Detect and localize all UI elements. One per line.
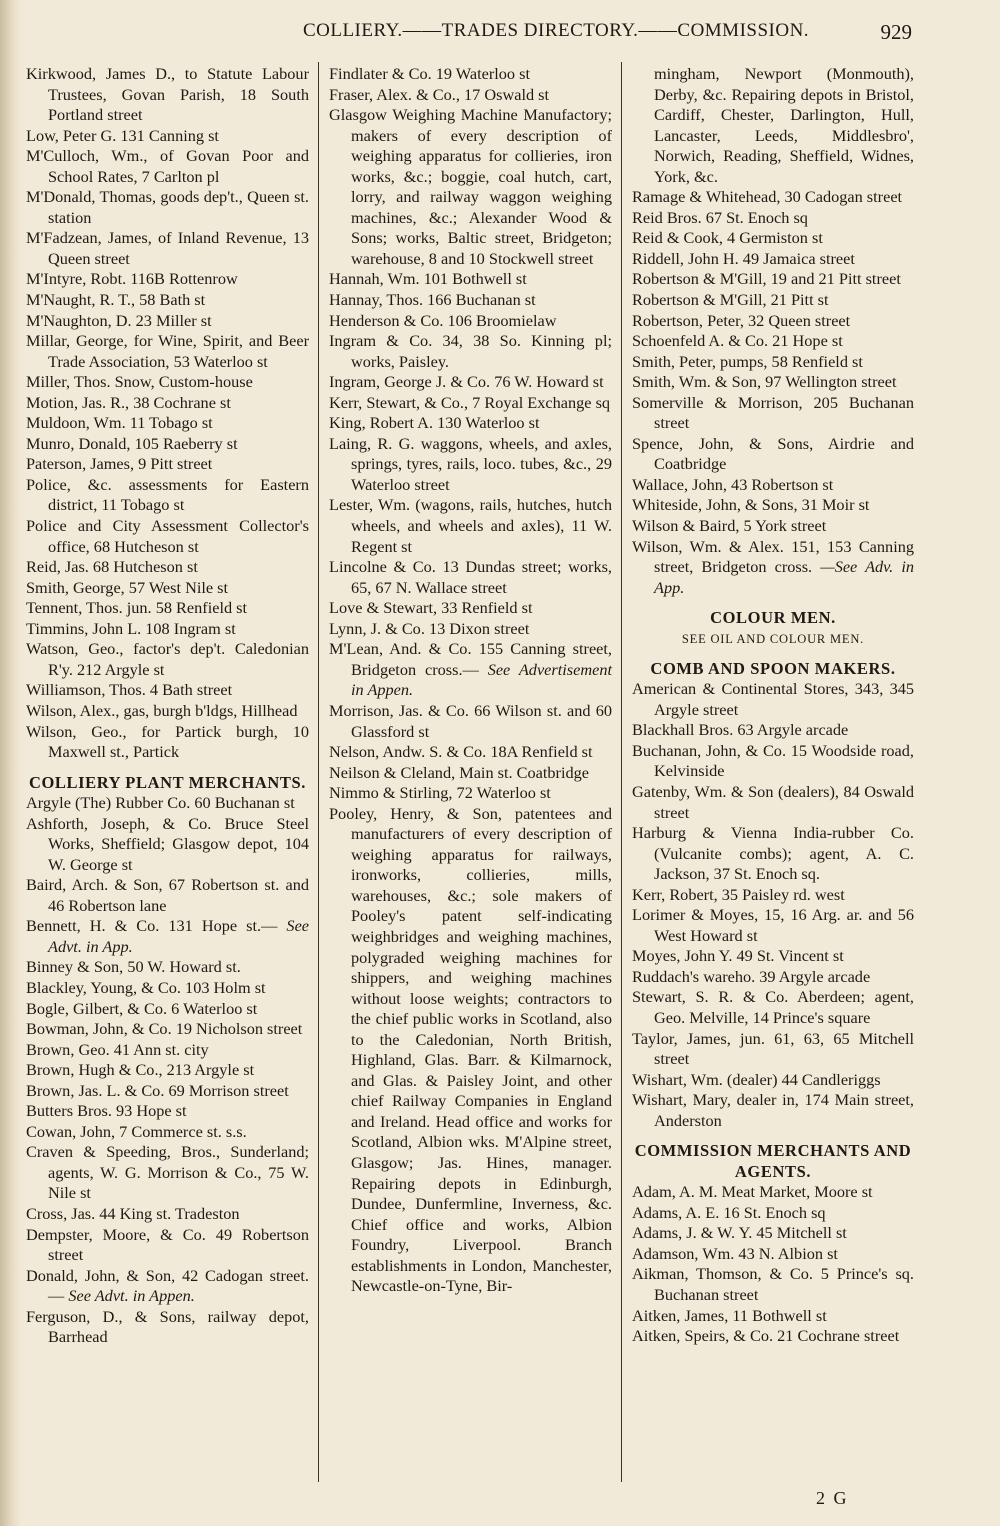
entry-text: Millar, George, for Wine, Spirit, and Beer Trade Association, 53 Waterloo st [26, 331, 309, 371]
directory-entry [329, 105, 612, 269]
entry-text: Harburg & Vienna India-rubber Co. (Vulcanite combs); agent, A. C. Jackson, 37 St. Enoch sq. [632, 823, 914, 884]
directory-entry [632, 720, 914, 741]
directory-entry [26, 701, 309, 722]
entry-text: Wallace, John, 43 Robertson st [632, 474, 834, 494]
directory-entry [632, 434, 914, 475]
entry-text: Reid Bros. 67 St. Enoch sq [632, 207, 808, 227]
directory-entry [26, 126, 309, 147]
entry-text: Police and City Assessment Collector's office, 68 Hutcheson st [26, 516, 309, 556]
advertisement-reference: See Advertisement in Appen. [351, 659, 612, 700]
entry-text: M'Naught, R. T., 58 Bath st [26, 290, 206, 310]
directory-entry [632, 311, 914, 332]
directory-entry [632, 823, 914, 885]
entry-text: Love & Stewart, 33 Renfield st [329, 598, 533, 618]
entry-text: Lorimer & Moyes, 15, 16 Arg. ar. and 56 West Howard st [632, 905, 914, 945]
entry-text: Munro, Donald, 105 Raeberry st [26, 433, 238, 453]
entry-text: Ingram & Co. 34, 38 So. Kinning pl; works, Paisley. [329, 331, 612, 371]
directory-entry [329, 495, 612, 557]
directory-entry [632, 946, 914, 967]
directory-entry [329, 269, 612, 290]
entry-text: Cowan, John, 7 Commerce st. s.s. [26, 1121, 247, 1141]
entry-text: Kerr, Robert, 35 Paisley rd. west [632, 884, 845, 904]
entry-text: Adamson, Wm. 43 N. Albion st [632, 1243, 838, 1263]
directory-entry [26, 1060, 309, 1081]
entry-text: Muldoon, Wm. 11 Tobago st [26, 413, 213, 433]
column-3 [632, 64, 914, 1347]
entry-text: Cross, Jas. 44 King st. Tradeston [26, 1204, 240, 1224]
directory-entry [26, 598, 309, 619]
entry-text: Brown, Geo. 41 Ann st. city [26, 1039, 209, 1059]
directory-entry [26, 999, 309, 1020]
entry-text: Stewart, S. R. & Co. Aberdeen; agent, Geo. Melville, 14 Prince's square [632, 987, 914, 1027]
directory-entry [329, 372, 612, 393]
directory-entry [632, 495, 914, 516]
entry-text: Police, &c. assessments for Eastern district, 11 Tobago st [26, 474, 309, 515]
directory-entry [632, 987, 914, 1028]
section-heading [632, 659, 914, 680]
entry-text: Adams, J. & W. Y. 45 Mitchell st [632, 1223, 847, 1243]
cross-reference-note [632, 629, 914, 649]
directory-entry [632, 352, 914, 373]
entry-text: King, Robert A. 130 Waterloo st [329, 413, 540, 433]
entry-text: Kerr, Stewart, & Co., 7 Royal Exchange sq [329, 392, 611, 412]
entry-text: Adams, A. E. 16 St. Enoch sq [632, 1202, 826, 1222]
directory-entry [26, 454, 309, 475]
directory-entry [26, 228, 309, 269]
column-rule-2 [621, 62, 622, 1482]
directory-entry [26, 680, 309, 701]
entry-text: Laing, R. G. waggons, wheels, and axles, springs, tyres, rails, loco. tubes, &c., 29 Waterloo street [329, 433, 612, 494]
directory-entry [26, 916, 309, 957]
entry-text: Dempster, Moore, & Co. 49 Robertson street [26, 1224, 309, 1265]
directory-entry [632, 393, 914, 434]
directory-entry [26, 578, 309, 599]
directory-entry [26, 413, 309, 434]
entry-text: Blackley, Young, & Co. 103 Holm st [26, 978, 266, 998]
directory-entry [632, 905, 914, 946]
directory-entry [26, 1122, 309, 1143]
section-heading [632, 1141, 914, 1182]
section-heading [26, 773, 309, 794]
entry-text: Brown, Hugh & Co., 213 Argyle st [26, 1060, 255, 1080]
directory-entry [26, 372, 309, 393]
entry-text: Glasgow Weighing Machine Manufactory; makers of every description of weighing apparatus for collieries, iron works, &c.; boggie, coal hutch, cart, lorry, and railway waggon weighing machines, &c.; Alexander Wood & Sons; works, Baltic street, Bridgeton; warehouse, 8 and 10 Stockwell street [329, 105, 612, 268]
entry-text: Schoenfeld A. & Co. 21 Hope st [632, 331, 843, 351]
entry-text: Binney & Son, 50 W. Howard st. [26, 957, 241, 977]
entry-text: Hannay, Thos. 166 Buchanan st [329, 290, 536, 310]
entry-text: Watson, Geo., factor's dep't. Caledonian R'y. 212 Argyle st [26, 639, 309, 679]
directory-entry [632, 885, 914, 906]
directory-entry [329, 64, 612, 85]
directory-entry [632, 741, 914, 782]
advertisement-reference: See Advt. in Appen. [68, 1286, 195, 1306]
directory-entry [329, 311, 612, 332]
entry-text: Pooley, Henry, & Son, patentees and manufacturers of every description of weighing apparatus for railways, ironworks, collieries, mills, warehouses, &c.; sole makers of Pooley's patent self-indicating weighbridges and weighing machines, polygraded weighing machines for shippers, and weighing machines without loose weights; contractors to the chief public works in Scotland, also to the Caledonian, North British, Highland, Glas. Barr. & Kilmarnock, and Glas. & Paisley Joint, and other chief Railway Companies in England and Ireland. Head office and works for Scotland, Albion wks. M'Alpine street, Glasgow; Jas. Hines, manager. Repairing depots in Edinburgh, Dundee, Dunfermline, Inverness, &c. Chief office and works, Albion Foundry, Liverpool. Branch establishments in London, Manchester, Newcastle-on-Tyne, Bir- [329, 803, 612, 1296]
directory-entry [632, 1029, 914, 1070]
entry-text: Riddell, John H. 49 Jamaica street [632, 248, 855, 268]
directory-entry [632, 208, 914, 229]
directory-entry [26, 311, 309, 332]
entry-text: Reid & Cook, 4 Germiston st [632, 228, 823, 248]
directory-entry [26, 1101, 309, 1122]
directory-entry [26, 1307, 309, 1348]
directory-entry [632, 372, 914, 393]
directory-entry [632, 249, 914, 270]
entry-text: M'Donald, Thomas, goods dep't., Queen st. station [26, 187, 309, 227]
entry-text: Craven & Speeding, Bros., Sunderland; agents, W. G. Morrison & Co., 75 W. Nile st [26, 1142, 309, 1203]
entry-text: Somerville & Morrison, 205 Buchanan street [632, 392, 914, 433]
entry-text: Baird, Arch. & Son, 67 Robertson st. and 46 Robertson lane [26, 875, 309, 915]
directory-entry [26, 1040, 309, 1061]
directory-entry [632, 782, 914, 823]
directory-entry [632, 1182, 914, 1203]
entry-text: Moyes, John Y. 49 St. Vincent st [632, 946, 844, 966]
entry-text: Morrison, Jas. & Co. 66 Wilson st. and 60 Glassford st [329, 700, 612, 741]
directory-entry [26, 814, 309, 876]
entry-text: Reid, Jas. 68 Hutcheson st [26, 557, 198, 577]
entry-text: Smith, George, 57 West Nile st [26, 577, 229, 597]
directory-entry [26, 475, 309, 516]
entry-text: Robertson & M'Gill, 19 and 21 Pitt street [632, 269, 901, 289]
directory-entry [26, 146, 309, 187]
entry-text: Aitken, James, 11 Bothwell st [632, 1305, 827, 1325]
entry-text: COLOUR MEN. [710, 608, 836, 628]
directory-entry [632, 1244, 914, 1265]
entry-text: Ramage & Whitehead, 30 Cadogan street [632, 187, 903, 207]
directory-entry [632, 269, 914, 290]
entry-text: Ashforth, Joseph, & Co. Bruce Steel Works, Sheffield; Glasgow depot, 104 W. George st [26, 813, 309, 874]
section-heading [632, 608, 914, 629]
entry-text: Wilson, Alex., gas, burgh b'ldgs, Hillhead [26, 700, 298, 720]
entry-text: Lincolne & Co. 13 Dundas street; works, 65, 67 N. Wallace street [329, 557, 612, 597]
entry-text: M'Intyre, Robt. 116B Rottenrow [26, 269, 238, 289]
entry-text: Williamson, Thos. 4 Bath street [26, 680, 233, 700]
entry-text: Fraser, Alex. & Co., 17 Oswald st [329, 84, 550, 104]
entry-text: Wilson & Baird, 5 York street [632, 516, 827, 536]
entry-text: Wilson, Geo., for Partick burgh, 10 Maxwell st., Partick [26, 721, 309, 762]
entry-text: Blackhall Bros. 63 Argyle arcade [632, 720, 849, 740]
column-1 [26, 64, 309, 1348]
entry-text: M'Fadzean, James, of Inland Revenue, 13 Queen street [26, 228, 309, 268]
directory-entry [632, 967, 914, 988]
entry-text: Kirkwood, James D., to Statute Labour Trustees, Govan Parish, 18 South Portland street [26, 64, 309, 125]
column-2 [329, 64, 612, 1297]
directory-entry [632, 290, 914, 311]
directory-entry [632, 1306, 914, 1327]
entry-text: M'Culloch, Wm., of Govan Poor and School Rates, 7 Carlton pl [26, 146, 309, 186]
entry-text: Ruddach's wareho. 39 Argyle arcade [632, 966, 871, 986]
entry-text: Findlater & Co. 19 Waterloo st [329, 64, 530, 83]
entry-text: Smith, Wm. & Son, 97 Wellington street [632, 372, 897, 392]
directory-entry [26, 290, 309, 311]
advertisement-reference: —See Adv. in App. [654, 557, 914, 597]
entry-text: Taylor, James, jun. 61, 63, 65 Mitchell street [632, 1028, 914, 1069]
entry-text: Whiteside, John, & Sons, 31 Moir st [632, 495, 870, 515]
directory-entry [26, 331, 309, 372]
entry-text: Motion, Jas. R., 38 Cochrane st [26, 392, 231, 412]
directory-entry [26, 957, 309, 978]
entry-text: M'Naughton, D. 23 Miller st [26, 310, 212, 330]
page-binding-edge [0, 0, 22, 1526]
entry-text: Smith, Peter, pumps, 58 Renfield st [632, 351, 863, 371]
directory-entry [26, 639, 309, 680]
directory-entry [329, 804, 612, 1297]
directory-entry [329, 701, 612, 742]
directory-entry [26, 619, 309, 640]
entry-text: Paterson, James, 9 Pitt street [26, 454, 213, 474]
entry-text: Ferguson, D., & Sons, railway depot, Barrhead [26, 1306, 309, 1347]
directory-entry [632, 1264, 914, 1305]
directory-entry [26, 393, 309, 414]
entry-text: COMMISSION MERCHANTS AND AGENTS. [634, 1141, 912, 1181]
entry-text: Henderson & Co. 106 Broomielaw [329, 310, 557, 330]
entry-text: Tennent, Thos. jun. 58 Renfield st [26, 598, 248, 618]
directory-entry [26, 269, 309, 290]
directory-entry [26, 793, 309, 814]
entry-text: Timmins, John L. 108 Ingram st [26, 618, 236, 638]
directory-entry [632, 1090, 914, 1131]
directory-entry [329, 598, 612, 619]
entry-text: Butters Bros. 93 Hope st [26, 1101, 187, 1121]
directory-entry [632, 1326, 914, 1347]
entry-text: Miller, Thos. Snow, Custom-house [26, 372, 253, 392]
directory-entry [329, 85, 612, 106]
directory-entry [632, 187, 914, 208]
signature-mark: 2 G [816, 1488, 849, 1508]
directory-entry [26, 187, 309, 228]
directory-entry [632, 475, 914, 496]
directory-entry [632, 331, 914, 352]
entry-text: Low, Peter G. 131 Canning st [26, 125, 219, 145]
entry-text: COLLIERY PLANT MERCHANTS. [28, 772, 307, 792]
directory-entry [26, 1225, 309, 1266]
directory-entry [26, 978, 309, 999]
directory-entry [632, 516, 914, 537]
directory-entry [26, 722, 309, 763]
entry-text: American & Continental Stores, 343, 345 Argyle street [632, 679, 914, 719]
entry-text: Robertson, Peter, 32 Queen street [632, 310, 851, 330]
entry-text: Lynn, J. & Co. 13 Dixon street [329, 618, 530, 638]
entry-text: Nelson, Andw. S. & Co. 18A Renfield st [329, 742, 593, 762]
entry-text: Argyle (The) Rubber Co. 60 Buchanan st [26, 793, 295, 813]
directory-entry [26, 557, 309, 578]
directory-entry [26, 64, 309, 126]
entry-text: Robertson & M'Gill, 21 Pitt st [632, 290, 829, 310]
directory-entry [26, 1081, 309, 1102]
directory-entry [26, 516, 309, 557]
entry-text: Adam, A. M. Meat Market, Moore st [632, 1182, 873, 1202]
directory-entry [329, 290, 612, 311]
directory-entry [632, 1070, 914, 1091]
header-title: COLLIERY.——TRADES DIRECTORY.——COMMISSION. [302, 20, 810, 41]
directory-entry [632, 537, 914, 599]
running-header [200, 20, 912, 42]
directory-entry [632, 1203, 914, 1224]
directory-entry [329, 619, 612, 640]
entry-text: COMB AND SPOON MAKERS. [650, 658, 896, 678]
directory-entry [329, 763, 612, 784]
directory-entry [329, 413, 612, 434]
directory-entry [26, 1204, 309, 1225]
entry-text: M'Lean, And. & Co. 155 Canning street, Bridgeton cross.— [329, 639, 612, 679]
directory-entry [632, 1223, 914, 1244]
entry-text: Wishart, Wm. (dealer) 44 Candleriggs [632, 1069, 881, 1089]
entry-text: Wilson, Wm. & Alex. 151, 153 Canning street, Bridgeton cross. [632, 536, 914, 577]
entry-text: Spence, John, & Sons, Airdrie and Coatbridge [632, 433, 914, 474]
directory-entry [26, 1019, 309, 1040]
directory-entry [329, 639, 612, 701]
entry-text: Aikman, Thomson, & Co. 5 Prince's sq. Buchanan street [632, 1264, 914, 1304]
entry-text: Bowman, John, & Co. 19 Nicholson street [26, 1019, 303, 1039]
entry-text: Aitken, Speirs, & Co. 21 Cochrane street [632, 1326, 900, 1346]
directory-entry [329, 557, 612, 598]
entry-text: Brown, Jas. L. & Co. 69 Morrison street [26, 1080, 289, 1100]
directory-entry [329, 742, 612, 763]
directory-entry [632, 228, 914, 249]
entry-text: Lester, Wm. (wagons, rails, hutches, hutch wheels, and wheels and axles), 11 W. Regent st [329, 495, 612, 556]
entry-text: Hannah, Wm. 101 Bothwell st [329, 269, 527, 289]
column-rule-1 [318, 62, 319, 1482]
entry-text: Neilson & Cleland, Main st. Coatbridge [329, 762, 590, 782]
directory-entry [632, 679, 914, 720]
entry-text: Donald, John, & Son, 42 Cadogan street.— [26, 1265, 309, 1306]
continued-entry [632, 64, 914, 187]
directory-entry [329, 393, 612, 414]
directory-entry [329, 783, 612, 804]
entry-text: Ingram, George J. & Co. 76 W. Howard st [329, 372, 604, 392]
entry-text: Gatenby, Wm. & Son (dealers), 84 Oswald street [632, 781, 914, 822]
directory-entry [329, 331, 612, 372]
directory-entry [26, 1142, 309, 1204]
entry-text: Bennett, H. & Co. 131 Hope st.— [26, 916, 278, 936]
directory-entry [26, 434, 309, 455]
page-number: 929 [880, 20, 912, 44]
advertisement-reference: See Advt. in App. [48, 916, 310, 956]
entry-text: SEE OIL AND COLOUR MEN. [681, 631, 865, 646]
directory-entry [329, 434, 612, 496]
entry-text: Nimmo & Stirling, 72 Waterloo st [329, 783, 551, 803]
directory-entry [26, 875, 309, 916]
directory-entry [26, 1266, 309, 1307]
entry-text: Bogle, Gilbert, & Co. 6 Waterloo st [26, 998, 258, 1018]
entry-text: Wishart, Mary, dealer in, 174 Main street, Anderston [632, 1090, 914, 1130]
entry-text: mingham, Newport (Monmouth), Derby, &c. Repairing depots in Bristol, Cardiff, Chester, Darlington, Hull, Lancaster, Leeds, Middlesbro', Norwich, Reading, Sheffield, Widnes, York, &c. [654, 64, 914, 186]
entry-text: Buchanan, John, & Co. 15 Woodside road, Kelvinside [632, 740, 914, 781]
